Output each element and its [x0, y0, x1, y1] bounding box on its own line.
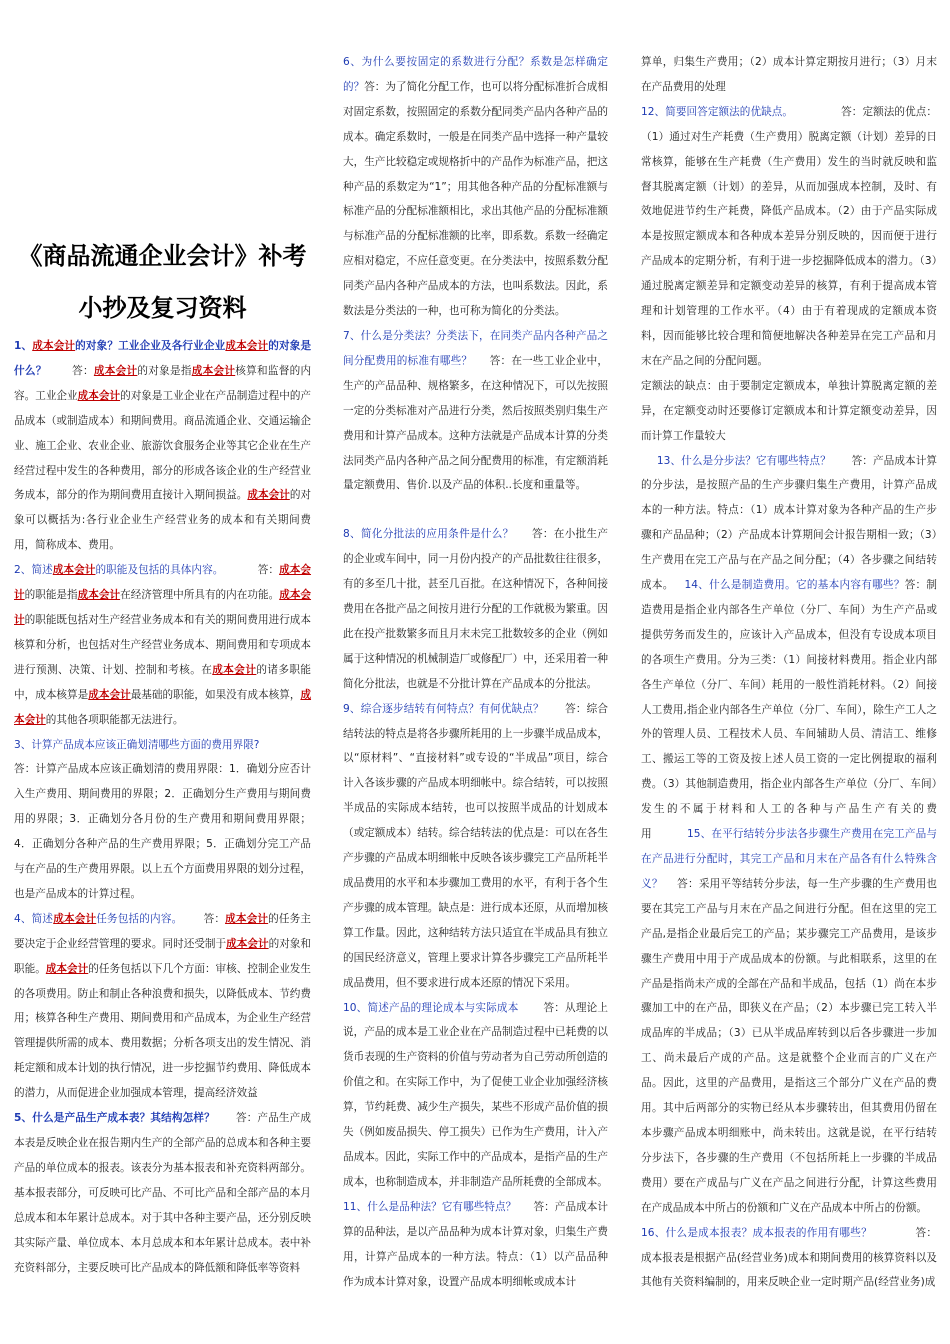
q12-answer-2: 定额法的缺点：由于要制定定额成本，单独计算脱离定额的差异，在定额变动时还要修订定额成本和计算定额变动差异，因而计算工作量较大 [641, 379, 937, 442]
q11-block: 11、什么是品种法？它有哪些特点？ 答：产品成本计算的品种法，是以产品品种为成本计算对象，归集生产费用，计算产品成本的一种方法。特点：（1）以产品品种作为成本计算对象，设置产品成本明细帐或成本计 [343, 1200, 608, 1288]
q16-block: 16、什么是成本报表？成本报表的作用有哪些？ 答：成本报表是根据产品(经营业务)成本和期间费用的核算资料以及其他有关资料编制的，用来反映企业一定时期产品(经营业务)成 [641, 1226, 937, 1289]
q1-heading: 1、成本会计的对象？工业企业及各行业企业成本会计的对象是什么？ [14, 340, 312, 377]
q7-heading: 7、什么是分类法？分类法下，在同类产品内各种产品之间分配费用的标准有哪些？ [343, 329, 608, 367]
title-line-2: 小抄及复习资料 [78, 293, 247, 322]
q11-continued: 算单，归集生产费用；（2）成本计算定期按月进行；（3）月末在产品费用的处理 [641, 56, 937, 93]
q10-block: 10、简述产品的理论成本与实际成本 答：从理论上说，产品的成本是工业企业在产品制造过程中已耗费的以货币表现的生产资料的价值与劳动者为自己劳动所创造的价值之和。在实际工作中，为了促使工业企业加强经济核算，节约耗费、减少生产损失，某些不形成产品价值的损失（例如废品损失、停工损失）已作为生产费用，计入产品成本。因此，实际工作中的产品成本，是指产品的生产成本，也称制造成本，并非制造产品所耗费的全部成本。 [343, 1001, 609, 1188]
q6-heading: 6、为什么要按固定的系数进行分配？系数是怎样确定的？ [343, 56, 608, 93]
title-line-1: 《商品流通企业会计》补考 [18, 241, 307, 270]
q13-block: 13、什么是分步法？它有哪些特点？ 答：产品成本计算的分步法，是按照产品的生产步骤归集生产费用，计算产品成本的一种方法。特点：（1）成本计算对象为各种产品的生产步骤和产品品种；（2）产品成本计算期间会计报告期相一致；（3）生产费用在完工产品与在产品之间分配；（4）各步骤之间结转成本。 14、什么是制造费用。它的基本内容有哪些？答：制造费用是指企业内部各生产单位（分厂、车间）为生产产品或提供劳务而发生的，应该计入产品成本，但没有专设成本项目的各项生产费用。分为三类：（1）间接材料费用。指企业内部各生产单位（分厂、车间）耗用的一般性消耗材料。（2）间接人工费用,指企业内部各生产单位（分厂、车间），除生产工人之外的管理人员、工程技术人员、车间辅助人员、清洁工、维修工、搬运工等的工资及按上述人员工资的一定比例提取的福利费。（3）其他制造费用，指企业内部各生产单位（分厂、车间）发生的不属于材料和人工的各种与产品生产有关的费用 15、在平行结转分步法各步骤生产费用在完工产品与在产品进行分配时，其完工产品和月末在产品各有什么特殊含义？ 答：采用平等结转分步法，每一生产步骤的生产费用也要在其完工产品与月末在产品之间进行分配。但在这里的完工产品,是指企业最后完工的产品；某步骤完工产品费用，是该步骤生产费用中用于产成品成本的份额。与此相联系，这里的在产品是指尚未产成的全部在产品和半成品，包括（1）尚在本步骤加工中的在产品，即狭义在产品；（2）本步骤已完工转入半成品库的半成品；（3）已从半成品库转到以后各步骤进一步加工、尚未最后产成的产品。这是就整个企业而言的广义在产品。因此，这里的产品费用，是指这三个部分广义在产品的费用。其中后两部分的实物已经从本步骤转出，但其费用仍留在本步骤产品成本明细账中，尚未转出。这就是说，在平行结转分步法下，各步骤的生产费用（不包括所耗上一步骤的半成品费用）要在产成品与广义在产品之间进行分配，计算这些费用在产成品成本中所占的份额和广义在产品成本中所占的份额。 [641, 454, 938, 1214]
q16-heading: 16、什么是成本报表？成本报表的作用有哪些？ [641, 1226, 872, 1239]
q6-block: 6、为什么要按固定的系数进行分配？系数是怎样确定的？答：为了简化分配工作，也可以将分配标准折合成相对固定系数，按照固定的系数分配同类产品内各种产品的成本。确定系数时，一般是在同类产品中选择一种产量较大，生产比较稳定或规格折中的产品作为标准产品，把这种产品的系数定为“1”；用其他各种产品的分配标准额与标准产品的分配标准额相比，求出其他产品的分配标准额与标准产品的分配标准额的比率，即系数。系数一经确定应相对稳定，不应任意变更。在分类法中，按照系数分配同类产品内各种产品成本的方法，也叫系数法。因此，系数法是分类法的一种，也可称为简化的分类法。 [343, 56, 609, 318]
q4-block: 4、简述成本会计任务包括的内容。 答：成本会计的任务主要决定于企业经营管理的要求。同时还受制于成本会计的对象和职能。成本会计的任务包括以下几个方面：审核、控制企业发生的各项费用。防止和制止各种浪费和损失，以降低成本、节约费用；核算各种生产费用、期间费用和产品成本，为企业生产经营管理提供所需的成本、费用数据；分析各项支出的发生情况、消耗定额和成本计划的执行情况，进一步挖掘节约费用、降低成本的潜力，从而促进企业加强成本管理，提高经济效益 [14, 912, 312, 1100]
q3-block [14, 733, 311, 758]
q5-block: 5、什么是产品生产成本表？其结构怎样？ 答：产品生产成本表是反映企业在报告期内生产的全部产品的总成本和各种主要产品的单位成本的报表。该表分为基本报表和补充资料两部分。基本报表部分，可反映可比产品、不可比产品和全部产品的本月总成本和本年累计总成本。对于其中各种主要产品，还分别反映其实际产量、单位成本、本月总成本和本年累计总成本。表中补充资料部分，主要反映可比产品成本的降低额和降低率等资料 [14, 1112, 311, 1274]
q15-heading: 15、在平行结转分步法各步骤生产费用在完工产品与在产品进行分配时，其完工产品和月末在产品各有什么特殊含义？ [641, 828, 938, 890]
q9-heading: 9、综合逐步结转有何特点？有何优缺点？ [343, 702, 544, 715]
q12-block: 12、简要回答定额法的优缺点。 答：定额法的优点：（1）通过对生产耗费（生产费用）脱离定额（计划）差异的日常核算，能够在生产耗费（生产费用）发生的当时就反映和监督其脱离定额（计划）的差异，从而加强成本控制，及时、有效地促进节约生产耗费，降低产品成本。（2）由于产品实际成本是按照定额成本和各种成本差异分别反映的，因而便于进行产品成本的定期分析，有利于进一步挖掘降低成本的潜力。（3）通过脱离定额差异和定额变动差异的核算，有利于提高成本管理和计划管理的工作水平。（4）由于有着现成的定额成本资料，因而能够比较合理和简便地解决各种差异在完工产品和月末在产品之间的分配问题。 [641, 105, 937, 367]
q12-heading: 12、简要回答定额法的优缺点。 [641, 105, 794, 118]
q2-heading: 2、简述成本会计的职能及包括的具体内容。 [14, 564, 224, 577]
column-1 [14, 230, 311, 1280]
column-2 [343, 50, 608, 1294]
q8-block: 8、简化分批法的应用条件是什么？ 答：在小批生产的企业或车间中，同一月份内投产的产品批数往往很多，有的多至几十批，甚至几百批。在这种情况下，各种间接费用在各批产品之间按月进行分配的工作就极为繁重。因此在投产批数繁多而且月末未完工批数较多的企业（例如属于这种情况的机械制造厂或修配厂）中，还采用着一种简化分批法，也就是不分批计算在产品成本的分批法。 [343, 528, 608, 690]
q13-heading: 13、什么是分步法？它有哪些特点？ [656, 454, 831, 467]
q2-block: 2、简述成本会计的职能及包括的具体内容。 答：成本会计的职能是指成本会计在经济管理中所具有的内在功能。成本会计的职能既包括对生产经营业务成本和有关的期间费用进行成本核算和分析，也包括对生产经营业务成本、期间费用和专项成本进行预测、决策、计划、控制和考核。在成本会计的诸多职能中，成本核算是成本会计最基础的职能，如果没有成本核算，成本会计的其他各项职能都无法进行。 [14, 564, 312, 726]
q5-heading: 5、什么是产品生产成本表？其结构怎样？ [14, 1112, 215, 1125]
q7-block: 7、什么是分类法？分类法下，在同类产品内各种产品之间分配费用的标准有哪些？ 答：在一些工业企业中，生产的产品品种、规格繁多，在这种情况下，可以先按照一定的分类标准对产品进行分类，然后按照类别归集生产费用和计算产品成本。这种方法就是产品成本计算的分类法同类产品内各种产品之间分配费用的标准，有定额消耗量定额费用、售价.以及产品的体积..长度和重量等。 [343, 329, 608, 492]
q1-block: 1、成本会计的对象？工业企业及各行业企业成本会计的对象是什么？ 答：成本会计的对象是指成本会计核算和监督的内容。工业企业成本会计的对象是工业企业在产品制造过程中的产品成本（或制造成本）和期间费用。商品流通企业、交通运输企业、施工企业、农业企业、旅游饮食服务企业等其它企业在生产经营过程中发生的各种费用，部分的形成各该企业的生产经营业务成本，部分的作为期间费用直接计入期间损益。成本会计的对象可以概括为:各行业企业生产经营业务的成本和有关期间费用，简称成本、费用。 [14, 340, 312, 552]
q3-answer: 答：计算产品成本应该正确划清的费用界限：1．确划分应否计入生产费用、期间费用的界限；2．正确划分生产费用与期间费用的界限；3．正确划分各月份的生产费用和期间费用界限；4．正确划分各种产品的生产费用界限；5．正确划分完工产品与在产品的生产费用界限。以上五个方面费用界限的划分过程，也是产品成本的计算过程。 [14, 763, 311, 900]
q8-heading: 8、简化分批法的应用条件是什么？ [343, 528, 514, 541]
q14-heading: 14、什么是制造费用。它的基本内容有哪些？ [684, 579, 905, 592]
q10-heading: 10、简述产品的理论成本与实际成本 [343, 1001, 519, 1014]
q3-heading: 3、计算产品成本应该正确划清哪些方面的费用界限? [14, 738, 260, 751]
q11-heading: 11、什么是品种法？它有哪些特点？ [343, 1200, 517, 1213]
q4-heading: 4、简述成本会计任务包括的内容。 [14, 912, 183, 925]
doc-title [14, 230, 311, 334]
column-3 [641, 50, 937, 1295]
q9-block: 9、综合逐步结转有何特点？有何优缺点？ 答：综合结转法的特点是将各步骤所耗用的上一步骤半成品成本，以“原材料”、“直接材料”或专设的“半成品”项目，综合计入各该步骤的产品成本明细帐中。综合结转，可以按照半成品的实际成本结转，也可以按照半成品的计划成本（或定额成本）结转。综合结转法的优点是：可以在各生产步骤的产品成本明细帐中反映各该步骤完工产品所耗半成品费用的水平和本步骤加工费用的水平，有利于各个生产步骤的成本管理。缺点是：进行成本还原，从而增加核算工作量。因此，这种结转方法只适宜在半成品具有独立的国民经济意义，管理上要求计算各步骤完工产品所耗半成品费用，但不要求进行成本还原的情况下采用。 [343, 702, 609, 989]
